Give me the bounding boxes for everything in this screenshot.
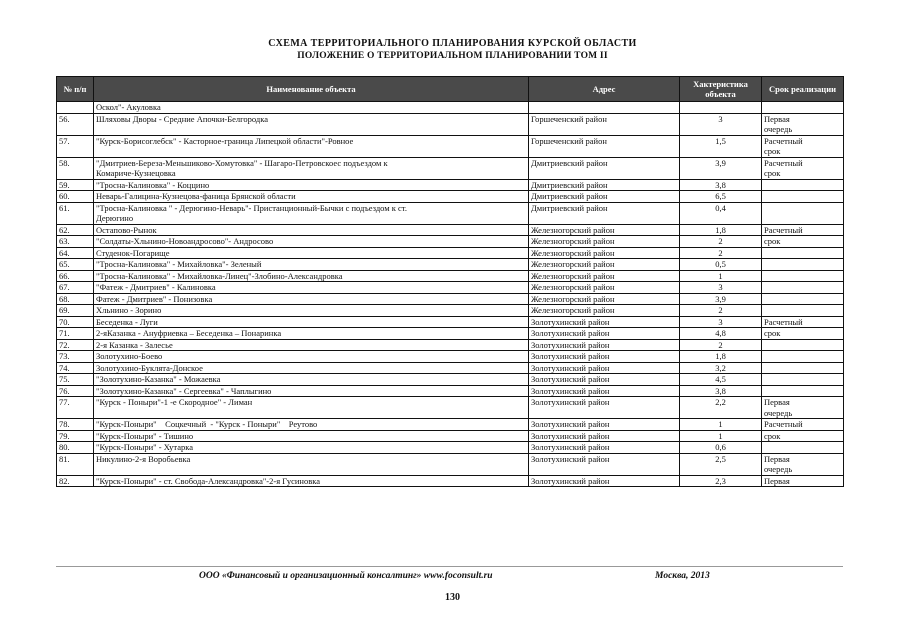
row-term xyxy=(762,247,844,259)
row-object-name: 2-яКазанка - Ануфриевка – Беседенка – Понаринка xyxy=(94,328,529,340)
row-address: Дмитриевский район xyxy=(529,157,680,179)
row-term: срок xyxy=(762,430,844,442)
title-line-1: СХЕМА ТЕРРИТОРИАЛЬНОГО ПЛАНИРОВАНИЯ КУРСКОЙ ОБЛАСТИ xyxy=(268,38,637,49)
row-characteristic: 1,8 xyxy=(680,224,762,236)
row-term: Первая очередь xyxy=(762,397,844,419)
row-address: Железногорский район xyxy=(529,305,680,317)
row-term: Расчетный xyxy=(762,316,844,328)
table-row xyxy=(57,419,844,431)
row-object-name: Хльнино - Зорино xyxy=(94,305,529,317)
row-address: Золотухинский район xyxy=(529,351,680,363)
row-address: Железногорский район xyxy=(529,259,680,271)
table-row xyxy=(57,191,844,203)
row-object-name: Остапово-Рынок xyxy=(94,224,529,236)
row-term xyxy=(762,339,844,351)
row-term xyxy=(762,374,844,386)
table-row xyxy=(57,453,844,475)
row-number: 62. xyxy=(57,224,94,236)
col-header-num: № п/п xyxy=(57,77,94,102)
table-row xyxy=(57,202,844,224)
row-characteristic: 1,8 xyxy=(680,351,762,363)
row-address xyxy=(529,102,680,114)
row-characteristic: 1,5 xyxy=(680,135,762,157)
row-address: Золотухинский район xyxy=(529,475,680,487)
table-row xyxy=(57,135,844,157)
row-number xyxy=(57,102,94,114)
row-characteristic: 3 xyxy=(680,282,762,294)
row-term: Первая xyxy=(762,475,844,487)
col-header-term: Срок реализации xyxy=(762,77,844,102)
row-number: 57. xyxy=(57,135,94,157)
row-object-name: "Тросна-Калиновка " - Дерюгино-Неварь"- Пристанционный-Бычки с подъездом к ст. Дерюгино xyxy=(94,202,529,224)
row-term: срок xyxy=(762,328,844,340)
row-characteristic: 3,9 xyxy=(680,157,762,179)
row-characteristic: 3,8 xyxy=(680,179,762,191)
row-object-name: "Солдаты-Хльнино-Новоандросово"- Андросово xyxy=(94,236,529,248)
row-number: 61. xyxy=(57,202,94,224)
table-row xyxy=(57,236,844,248)
row-number: 67. xyxy=(57,282,94,294)
row-address: Дмитриевский район xyxy=(529,179,680,191)
row-characteristic: 1 xyxy=(680,270,762,282)
row-term xyxy=(762,259,844,271)
table-row xyxy=(57,224,844,236)
table-row xyxy=(57,282,844,294)
row-address: Железногорский район xyxy=(529,282,680,294)
row-number: 72. xyxy=(57,339,94,351)
page-number: 130 xyxy=(445,592,460,603)
row-object-name: Золотухино-Буклята-Донское xyxy=(94,362,529,374)
row-object-name: Студенок-Погарище xyxy=(94,247,529,259)
row-address: Золотухинский район xyxy=(529,339,680,351)
row-term xyxy=(762,270,844,282)
row-object-name: "Фатеж - Дмитриев" - Калиновка xyxy=(94,282,529,294)
row-number: 69. xyxy=(57,305,94,317)
table-row xyxy=(57,385,844,397)
row-address: Золотухинский район xyxy=(529,362,680,374)
document-title xyxy=(0,38,905,62)
table-row xyxy=(57,316,844,328)
row-number: 60. xyxy=(57,191,94,203)
row-term: Расчетный xyxy=(762,419,844,431)
row-characteristic: 3 xyxy=(680,316,762,328)
row-address: Золотухинский район xyxy=(529,374,680,386)
table-row xyxy=(57,430,844,442)
row-object-name: "Золотухино-Казанка" - Сергеевка" - Чаплыгино xyxy=(94,385,529,397)
row-number: 63. xyxy=(57,236,94,248)
row-characteristic: 6,5 xyxy=(680,191,762,203)
row-object-name: "Курск-Поныри" Соцкечный - "Курск - Поныри" Реутово xyxy=(94,419,529,431)
row-term: Первая очередь xyxy=(762,113,844,135)
table-row xyxy=(57,328,844,340)
row-number: 80. xyxy=(57,442,94,454)
row-address: Железногорский район xyxy=(529,247,680,259)
table-row xyxy=(57,339,844,351)
row-object-name: Золотухино-Боево xyxy=(94,351,529,363)
row-address: Золотухинский район xyxy=(529,316,680,328)
table-row xyxy=(57,362,844,374)
row-number: 56. xyxy=(57,113,94,135)
row-object-name: 2-я Казанка - Залесье xyxy=(94,339,529,351)
row-term xyxy=(762,351,844,363)
row-address: Железногорский район xyxy=(529,236,680,248)
row-number: 79. xyxy=(57,430,94,442)
row-term xyxy=(762,442,844,454)
table-row xyxy=(57,179,844,191)
row-number: 68. xyxy=(57,293,94,305)
row-number: 58. xyxy=(57,157,94,179)
row-address: Горшеченский район xyxy=(529,113,680,135)
row-address: Золотухинский район xyxy=(529,430,680,442)
table-row xyxy=(57,442,844,454)
footer-city-year: Москва, 2013 xyxy=(655,571,710,581)
row-number: 65. xyxy=(57,259,94,271)
objects-table xyxy=(56,76,844,487)
row-object-name: Неварь-Галицина-Кузнецова-фаница Брянской области xyxy=(94,191,529,203)
row-object-name: "Курск-Поныри" - Тишино xyxy=(94,430,529,442)
row-number: 78. xyxy=(57,419,94,431)
row-term: Первая очередь xyxy=(762,453,844,475)
row-address: Золотухинский район xyxy=(529,385,680,397)
row-characteristic: 2,2 xyxy=(680,397,762,419)
row-term: Расчетный xyxy=(762,224,844,236)
row-address: Дмитриевский район xyxy=(529,202,680,224)
row-characteristic: 2 xyxy=(680,236,762,248)
row-characteristic: 2 xyxy=(680,247,762,259)
row-characteristic: 3 xyxy=(680,113,762,135)
row-characteristic: 3,2 xyxy=(680,362,762,374)
table-row xyxy=(57,293,844,305)
table-row xyxy=(57,259,844,271)
table-row xyxy=(57,305,844,317)
row-characteristic: 4,5 xyxy=(680,374,762,386)
table-row xyxy=(57,270,844,282)
row-object-name: "Курск - Поныри"-1 -е Скородное" - Лиман xyxy=(94,397,529,419)
row-term: Расчетный срок xyxy=(762,157,844,179)
row-object-name: Никулино-2-я Воробьевка xyxy=(94,453,529,475)
row-object-name: "Курск-Борисоглебск" - Касторное-граница Липецкой области"-Ровное xyxy=(94,135,529,157)
row-address: Железногорский район xyxy=(529,293,680,305)
table-row xyxy=(57,475,844,487)
row-term xyxy=(762,282,844,294)
row-characteristic: 0,4 xyxy=(680,202,762,224)
row-object-name: Фатеж - Дмитриев" - Понизовка xyxy=(94,293,529,305)
row-address: Золотухинский район xyxy=(529,442,680,454)
table-row xyxy=(57,113,844,135)
row-characteristic: 4,8 xyxy=(680,328,762,340)
row-object-name: Беседенка - Луги xyxy=(94,316,529,328)
col-header-name: Наименование объекта xyxy=(94,77,529,102)
row-object-name: "Тросна-Калиновка" - Михайловка"- Зеленый xyxy=(94,259,529,271)
row-number: 70. xyxy=(57,316,94,328)
row-term xyxy=(762,305,844,317)
row-characteristic: 0,5 xyxy=(680,259,762,271)
row-address: Железногорский район xyxy=(529,224,680,236)
row-object-name: Шляховы Дворы - Средние Апочки-Белгородка xyxy=(94,113,529,135)
table-body xyxy=(57,102,844,487)
row-characteristic: 2 xyxy=(680,305,762,317)
row-characteristic: 0,6 xyxy=(680,442,762,454)
row-object-name: "Дмитриев-Береза-Меньшиково-Хомутовка" - Шагаро-Петровскоес подъездом к Комариче-Кузнецовка xyxy=(94,157,529,179)
row-number: 77. xyxy=(57,397,94,419)
row-object-name: "Тросна-Калиновка" - Коццино xyxy=(94,179,529,191)
row-characteristic: 1 xyxy=(680,430,762,442)
table-header-row xyxy=(57,77,844,102)
table-row xyxy=(57,157,844,179)
table-row xyxy=(57,102,844,114)
row-object-name: "Тросна-Калиновка" - Михайловка-Линец"-Злобино-Александровка xyxy=(94,270,529,282)
row-number: 74. xyxy=(57,362,94,374)
footer-divider xyxy=(56,566,843,567)
row-characteristic: 2,5 xyxy=(680,453,762,475)
row-address: Горшеченский район xyxy=(529,135,680,157)
row-address: Золотухинский район xyxy=(529,453,680,475)
row-address: Золотухинский район xyxy=(529,397,680,419)
row-term: Расчетный срок xyxy=(762,135,844,157)
row-object-name: "Курск-Поныри" - Хутарка xyxy=(94,442,529,454)
row-number: 82. xyxy=(57,475,94,487)
row-object-name: "Курск-Поныри" - ст. Свобода-Александровка"-2-я Гусиновка xyxy=(94,475,529,487)
row-address: Железногорский район xyxy=(529,270,680,282)
row-number: 59. xyxy=(57,179,94,191)
row-address: Дмитриевский район xyxy=(529,191,680,203)
row-characteristic: 3,8 xyxy=(680,385,762,397)
row-term xyxy=(762,179,844,191)
row-address: Золотухинский район xyxy=(529,419,680,431)
row-characteristic: 3,9 xyxy=(680,293,762,305)
col-header-characteristic: Хактеристика объекта xyxy=(680,77,762,102)
row-term xyxy=(762,202,844,224)
row-number: 66. xyxy=(57,270,94,282)
table-row xyxy=(57,397,844,419)
row-characteristic: 2 xyxy=(680,339,762,351)
row-term xyxy=(762,191,844,203)
row-number: 73. xyxy=(57,351,94,363)
row-address: Золотухинский район xyxy=(529,328,680,340)
footer-organization: ООО «Финансовый и организационный консалтинг» www.foconsult.ru xyxy=(199,571,493,581)
row-term xyxy=(762,385,844,397)
row-characteristic xyxy=(680,102,762,114)
col-header-address: Адрес xyxy=(529,77,680,102)
row-term: срок xyxy=(762,236,844,248)
row-number: 64. xyxy=(57,247,94,259)
row-number: 81. xyxy=(57,453,94,475)
table-row xyxy=(57,351,844,363)
title-line-2: ПОЛОЖЕНИЕ О ТЕРРИТОРИАЛЬНОМ ПЛАНИРОВАНИИ ТОМ II xyxy=(297,51,608,61)
row-number: 75. xyxy=(57,374,94,386)
row-characteristic: 1 xyxy=(680,419,762,431)
row-object-name: "Золотухино-Казанка" - Можаевка xyxy=(94,374,529,386)
row-characteristic: 2,3 xyxy=(680,475,762,487)
row-term xyxy=(762,102,844,114)
row-term xyxy=(762,362,844,374)
row-number: 76. xyxy=(57,385,94,397)
row-number: 71. xyxy=(57,328,94,340)
row-object-name: Оскол"- Акуловка xyxy=(94,102,529,114)
table-row xyxy=(57,247,844,259)
table-row xyxy=(57,374,844,386)
row-term xyxy=(762,293,844,305)
